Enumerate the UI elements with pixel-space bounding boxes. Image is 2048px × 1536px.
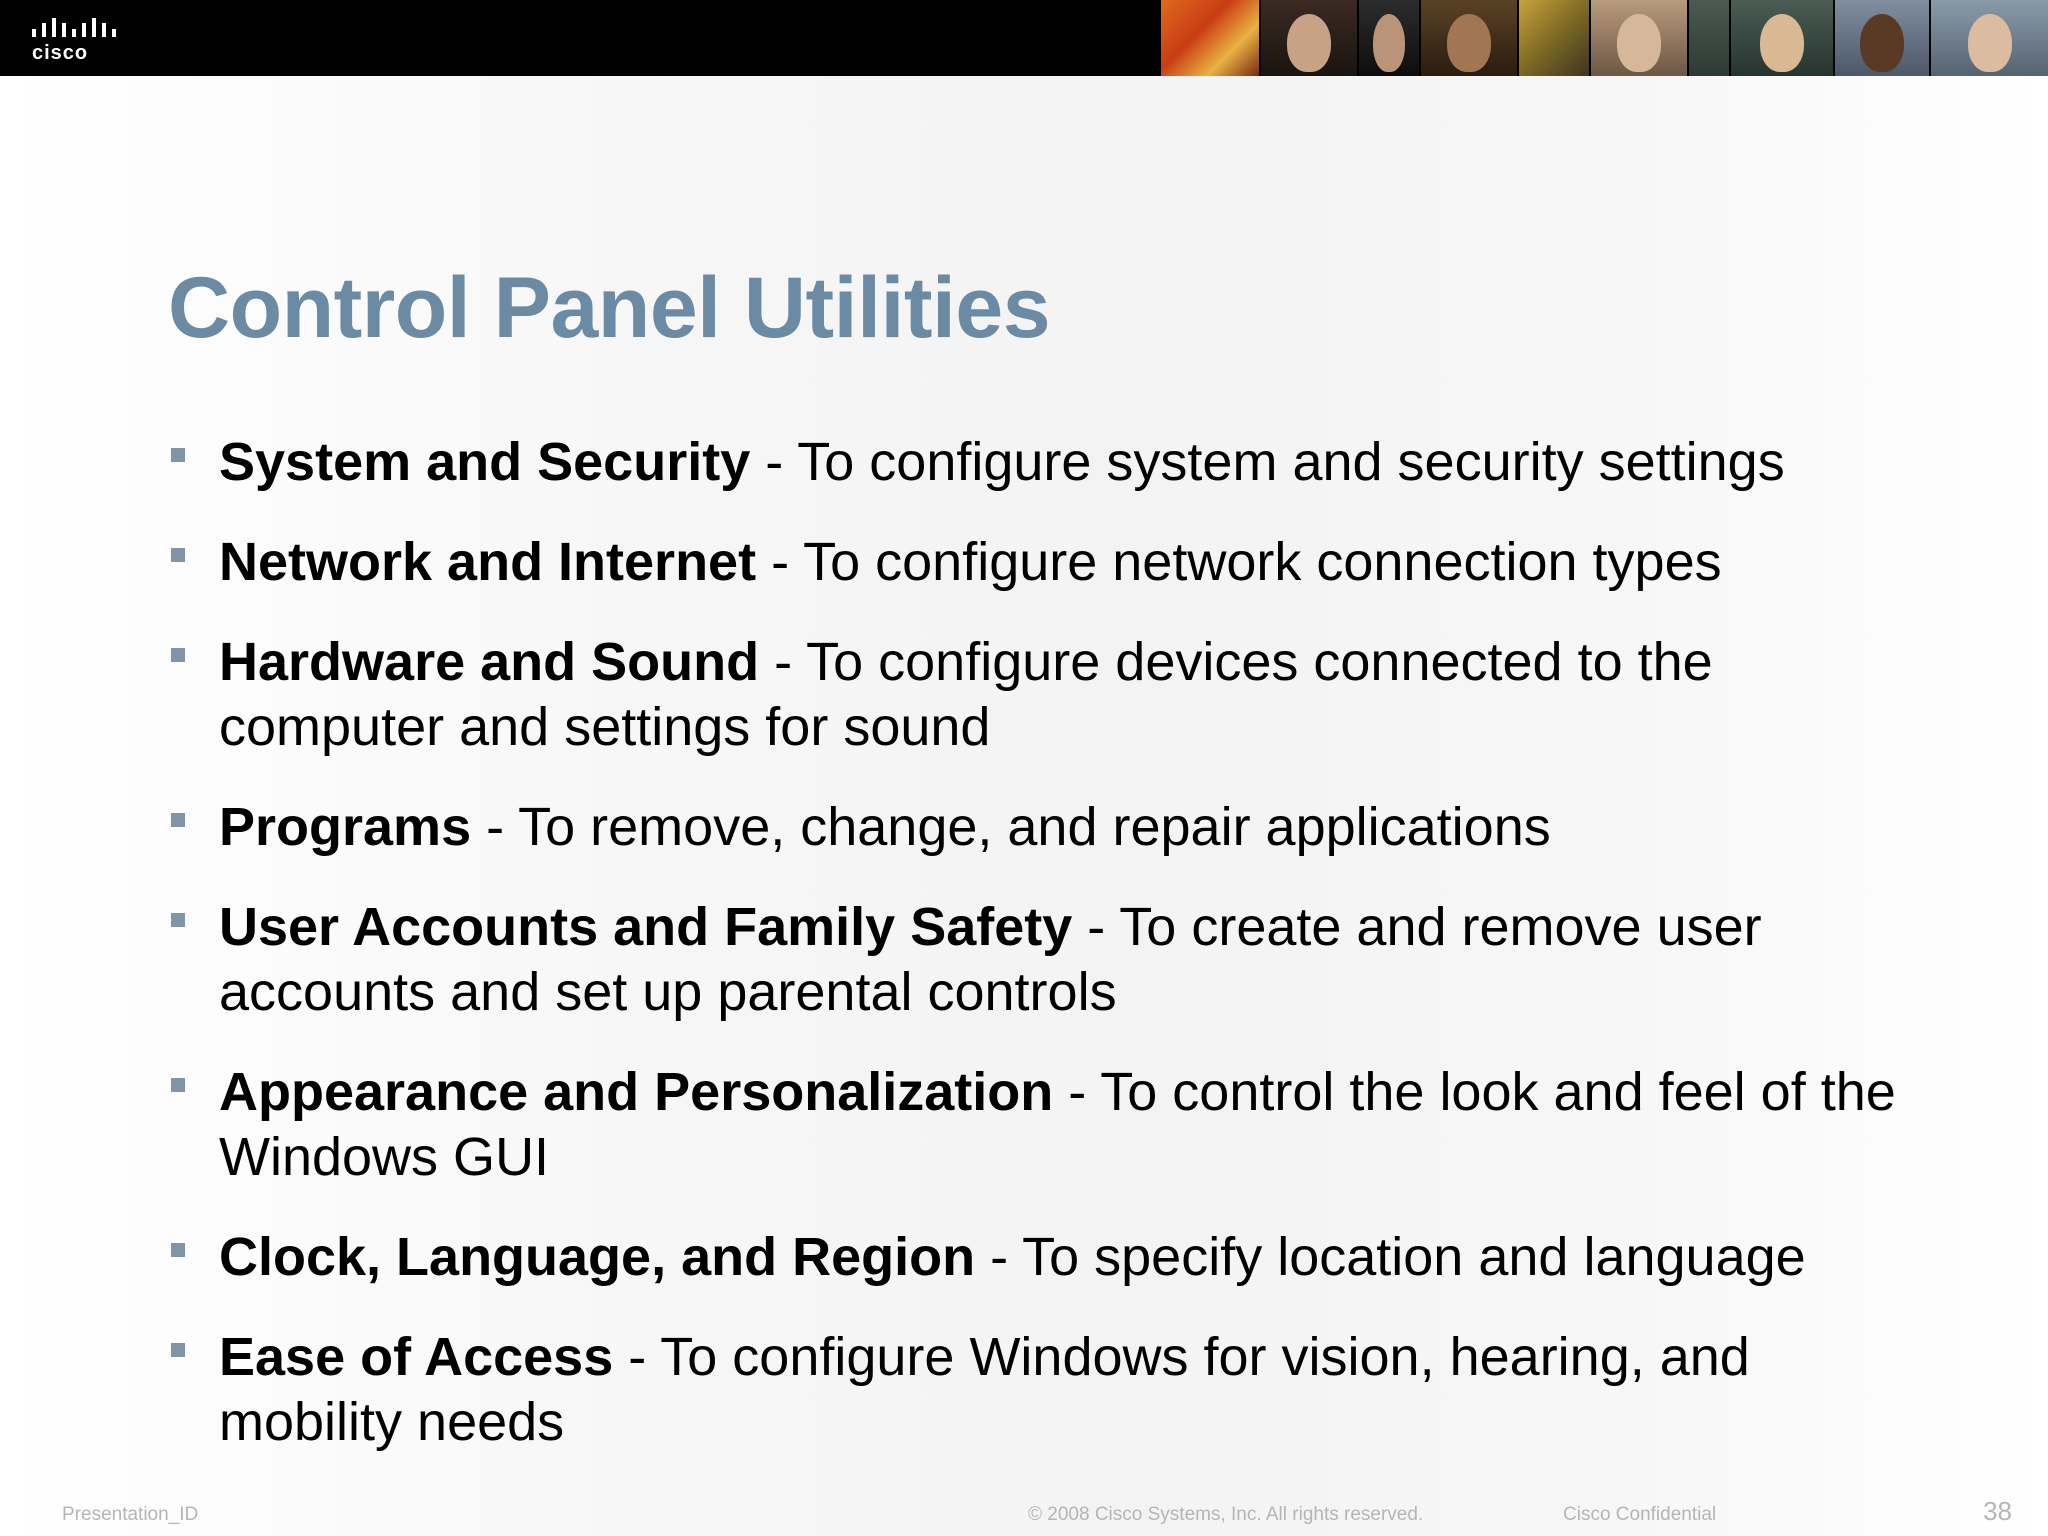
photo-abstract-art [1519, 0, 1591, 76]
bullet-description: To configure system and security settings [797, 432, 1785, 492]
bullet-term: Network and Internet [219, 532, 757, 592]
photo-chalkboard [1689, 0, 1731, 76]
list-item [168, 530, 1928, 595]
list-item [168, 795, 1928, 860]
bullet-list [168, 430, 1928, 1490]
photo-person [1731, 0, 1835, 76]
photo-person [1591, 0, 1689, 76]
bullet-separator: - [975, 1227, 1023, 1287]
photo-abstract-art [1161, 0, 1261, 76]
bullet-term: Clock, Language, and Region [219, 1227, 976, 1287]
photo-person [1931, 0, 2048, 76]
photo-person [1421, 0, 1519, 76]
bullet-separator: - [750, 432, 798, 492]
list-item [168, 630, 1928, 760]
copyright-notice: © 2008 Cisco Systems, Inc. All rights reserved. [1028, 1504, 1424, 1525]
photo-strip [1161, 0, 2048, 76]
slide-title: Control Panel Utilities [168, 260, 1051, 356]
header-bar [0, 0, 2048, 76]
list-item [168, 430, 1928, 495]
bullet-term: Hardware and Sound [219, 632, 760, 692]
bullet-square-icon [171, 1343, 185, 1357]
photo-person [1261, 0, 1359, 76]
bullet-square-icon [171, 1078, 185, 1092]
bullet-term: System and Security [219, 432, 751, 492]
bullet-description: To configure devices connected to the computer and settings for sound [219, 632, 1713, 757]
list-item [168, 1225, 1928, 1290]
confidential-label: Cisco Confidential [1563, 1504, 1717, 1525]
bullet-description: To configure Windows for vision, hearing, and mobility needs [219, 1327, 1750, 1452]
bullet-square-icon [171, 913, 185, 927]
bullet-separator: - [759, 632, 807, 692]
list-item [168, 1325, 1928, 1455]
bullet-separator: - [756, 532, 804, 592]
bullet-description: To configure network connection types [803, 532, 1722, 592]
presentation-id: Presentation_ID [62, 1504, 199, 1525]
bullet-term: User Accounts and Family Safety [219, 897, 1073, 957]
bullet-separator: - [1053, 1062, 1101, 1122]
list-item [168, 895, 1928, 1025]
cisco-logo [28, 12, 118, 64]
bullet-description: To specify location and language [1022, 1227, 1806, 1287]
page-number: 38 [1983, 1496, 2012, 1526]
bullet-term: Ease of Access [219, 1327, 614, 1387]
bullet-separator: - [1072, 897, 1120, 957]
list-item [168, 1060, 1928, 1190]
bullet-term: Appearance and Personalization [219, 1062, 1054, 1122]
photo-person [1835, 0, 1931, 76]
bullet-square-icon [171, 813, 185, 827]
bullet-separator: - [613, 1327, 661, 1387]
bullet-square-icon [171, 648, 185, 662]
bullet-square-icon [171, 1243, 185, 1257]
bullet-description: To remove, change, and repair applications [518, 797, 1551, 857]
bullet-separator: - [471, 797, 519, 857]
bullet-square-icon [171, 548, 185, 562]
photo-person [1359, 0, 1421, 76]
cisco-bridge-icon [30, 16, 116, 42]
bullet-term: Programs [219, 797, 472, 857]
logo-wordmark: cisco [32, 42, 89, 64]
bullet-square-icon [171, 448, 185, 462]
bullet-description: To control the look and feel of the Windows GUI [219, 1062, 1896, 1187]
bullet-description: To create and remove user accounts and set up parental controls [219, 897, 1762, 1022]
